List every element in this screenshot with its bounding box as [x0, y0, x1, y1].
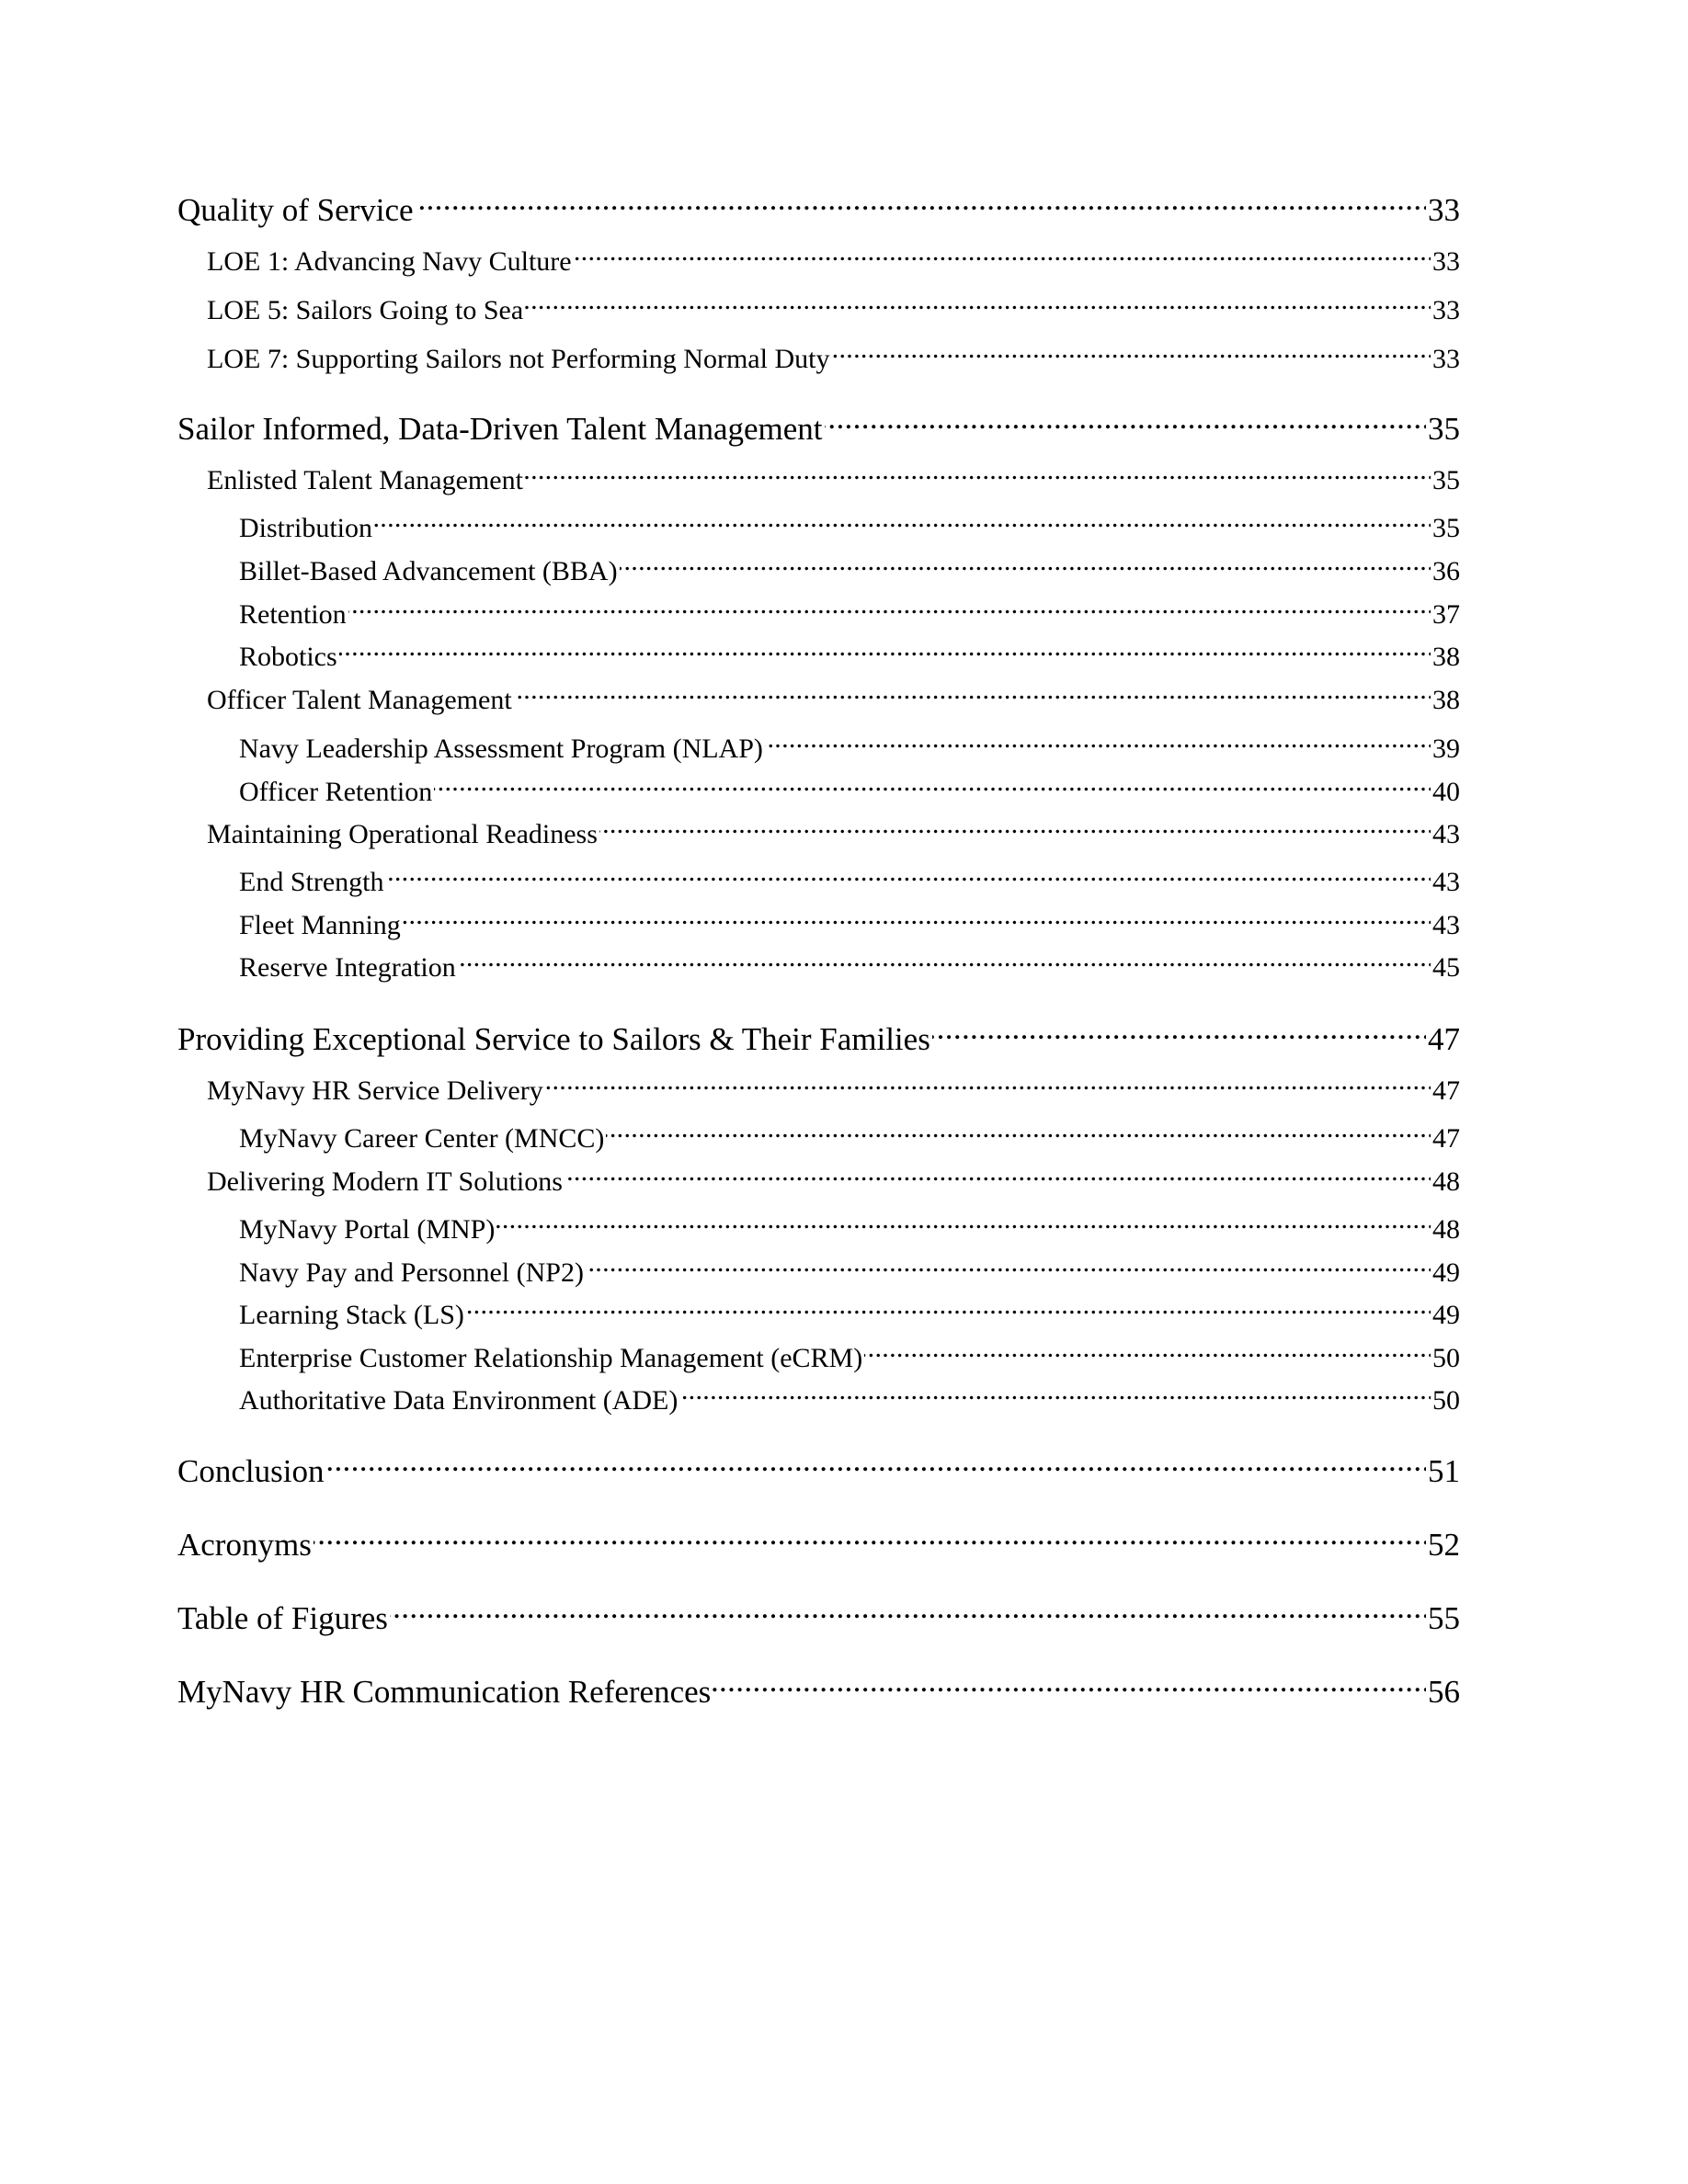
toc-entry-nlap[interactable] — [239, 730, 1460, 763]
toc-entry-learning-stack[interactable] — [239, 1296, 1460, 1329]
toc-entry-title: Enlisted Talent Management — [207, 465, 523, 495]
toc-page-number: 48 — [1432, 1214, 1460, 1245]
toc-page-number: 49 — [1432, 1257, 1460, 1288]
toc-entry-title: Officer Retention — [239, 777, 433, 807]
toc-entry-acronyms[interactable] — [177, 1523, 1460, 1561]
toc-page-number: 37 — [1432, 599, 1460, 630]
dot-leader — [458, 949, 1431, 976]
dot-leader — [416, 188, 1426, 221]
toc-page-number: 43 — [1432, 910, 1460, 940]
toc-page-number: 48 — [1432, 1166, 1460, 1197]
toc-page-number: 47 — [1432, 1075, 1460, 1106]
toc-entry-title: Table of Figures — [177, 1600, 388, 1636]
toc-entry-title: Delivering Modern IT Solutions — [207, 1166, 563, 1197]
toc-entry-title: LOE 7: Supporting Sailors not Performing Normal Duty — [207, 344, 830, 374]
dot-leader — [586, 1254, 1431, 1281]
toc-entry-billet-based-advancement[interactable] — [239, 552, 1460, 586]
dot-leader — [525, 291, 1431, 319]
dot-leader — [390, 1597, 1426, 1629]
toc-entry-ade[interactable] — [239, 1382, 1460, 1415]
toc-page-number: 52 — [1428, 1527, 1460, 1563]
toc-entry-title: LOE 1: Advancing Navy Culture — [207, 246, 572, 277]
toc-entry-talent-management[interactable] — [177, 407, 1460, 445]
toc-entry-loe-5[interactable] — [207, 291, 1460, 324]
dot-leader — [831, 340, 1431, 368]
toc-page-number: 43 — [1432, 819, 1460, 849]
toc-entry-enlisted-talent-management[interactable] — [207, 461, 1460, 495]
toc-entry-title: Sailor Informed, Data-Driven Talent Management — [177, 411, 823, 447]
toc-entry-title: Quality of Service — [177, 192, 414, 228]
toc-entry-communication-references[interactable] — [177, 1670, 1460, 1708]
toc-entry-title: Reserve Integration — [239, 952, 456, 983]
toc-entry-ecrm[interactable] — [239, 1339, 1460, 1372]
toc-page-number: 55 — [1428, 1600, 1460, 1636]
toc-entry-loe-1[interactable] — [207, 243, 1460, 276]
dot-leader — [386, 863, 1431, 891]
toc-entry-hr-service-delivery[interactable] — [207, 1072, 1460, 1105]
toc-entry-fleet-manning[interactable] — [239, 906, 1460, 939]
toc-entry-end-strength[interactable] — [239, 863, 1460, 896]
toc-page-number: 40 — [1432, 777, 1460, 807]
toc-page-number: 36 — [1432, 556, 1460, 586]
toc-entry-title: Enterprise Customer Relationship Management (eCRM) — [239, 1343, 863, 1373]
toc-page-number: 38 — [1432, 685, 1460, 715]
dot-leader — [348, 596, 1431, 623]
dot-leader — [314, 1523, 1426, 1555]
dot-leader — [525, 461, 1431, 489]
toc-entry-title: Navy Leadership Assessment Program (NLAP) — [239, 734, 763, 764]
toc-page-number: 33 — [1432, 295, 1460, 325]
toc-entry-title: Retention — [239, 599, 347, 630]
toc-entry-title: Learning Stack (LS) — [239, 1300, 464, 1330]
toc-entry-title: Officer Talent Management — [207, 685, 512, 715]
toc-entry-title: Acronyms — [177, 1527, 312, 1563]
toc-entry-retention[interactable] — [239, 596, 1460, 629]
dot-leader — [864, 1339, 1431, 1367]
toc-entry-modern-it-solutions[interactable] — [207, 1163, 1460, 1196]
dot-leader — [825, 407, 1426, 439]
dot-leader — [765, 730, 1431, 757]
toc-entry-title: MyNavy Portal (MNP) — [239, 1214, 496, 1245]
toc-entry-career-center[interactable] — [239, 1120, 1460, 1153]
toc-entry-loe-7[interactable] — [207, 340, 1460, 373]
toc-entry-exceptional-service[interactable] — [177, 1018, 1460, 1055]
dot-leader — [466, 1296, 1431, 1324]
toc-page-number: 45 — [1432, 952, 1460, 983]
toc-page-number: 51 — [1428, 1453, 1460, 1489]
toc-entry-officer-retention[interactable] — [239, 773, 1460, 806]
toc-entry-title: Providing Exceptional Service to Sailors & Their Families — [177, 1021, 930, 1057]
toc-page-number: 50 — [1432, 1385, 1460, 1416]
dot-leader — [932, 1018, 1426, 1050]
toc-page-number: 47 — [1432, 1123, 1460, 1154]
toc-entry-title: LOE 5: Sailors Going to Sea — [207, 295, 524, 325]
dot-leader — [574, 243, 1431, 270]
toc-page-number: 33 — [1428, 192, 1460, 228]
toc-entry-navy-pay-personnel[interactable] — [239, 1254, 1460, 1287]
toc-entry-quality-of-service[interactable] — [177, 188, 1460, 226]
toc-entry-operational-readiness[interactable] — [207, 815, 1460, 848]
toc-entry-title: Conclusion — [177, 1453, 325, 1489]
dot-leader — [434, 773, 1431, 801]
toc-page-number: 43 — [1432, 867, 1460, 897]
dot-leader — [514, 681, 1431, 709]
toc-entry-officer-talent-management[interactable] — [207, 681, 1460, 714]
dot-leader — [496, 1211, 1431, 1238]
toc-entry-mynavy-portal[interactable] — [239, 1211, 1460, 1244]
dot-leader — [339, 638, 1431, 665]
toc-entry-title: Robotics — [239, 642, 337, 672]
toc-entry-title: MyNavy HR Communication References — [177, 1674, 712, 1710]
toc-entry-robotics[interactable] — [239, 638, 1460, 671]
dot-leader — [620, 552, 1431, 580]
toc-entry-title: MyNavy Career Center (MNCC) — [239, 1123, 605, 1154]
toc-entry-title: Billet-Based Advancement (BBA) — [239, 556, 618, 586]
toc-page-number: 33 — [1432, 246, 1460, 277]
toc-page-number: 49 — [1432, 1300, 1460, 1330]
dot-leader — [599, 815, 1431, 843]
dot-leader — [713, 1670, 1426, 1702]
toc-page-number: 33 — [1432, 344, 1460, 374]
toc-page-number: 47 — [1428, 1021, 1460, 1057]
toc-page-number: 50 — [1432, 1343, 1460, 1373]
toc-page-number: 56 — [1428, 1674, 1460, 1710]
dot-leader — [325, 1450, 1426, 1482]
toc-entry-title: Distribution — [239, 513, 373, 543]
dot-leader — [374, 509, 1431, 537]
toc-page-number: 38 — [1432, 642, 1460, 672]
toc-entry-title: Maintaining Operational Readiness — [207, 819, 598, 849]
dot-leader — [403, 906, 1431, 934]
toc-page-number: 35 — [1432, 465, 1460, 495]
toc-entry-title: Authoritative Data Environment (ADE) — [239, 1385, 679, 1416]
toc-entry-title: End Strength — [239, 867, 384, 897]
toc-entry-title: MyNavy HR Service Delivery — [207, 1075, 543, 1106]
toc-page-number: 39 — [1432, 734, 1460, 764]
toc-entry-reserve-integration[interactable] — [239, 949, 1460, 982]
toc-entry-table-of-figures[interactable] — [177, 1597, 1460, 1634]
dot-leader — [565, 1163, 1431, 1190]
toc-page-number: 35 — [1432, 513, 1460, 543]
toc-page-number: 35 — [1428, 411, 1460, 447]
toc-entry-title: Fleet Manning — [239, 910, 401, 940]
toc-entry-title: Navy Pay and Personnel (NP2) — [239, 1257, 584, 1288]
dot-leader — [545, 1072, 1431, 1099]
dot-leader — [679, 1382, 1431, 1409]
toc-entry-conclusion[interactable] — [177, 1450, 1460, 1487]
dot-leader — [606, 1120, 1431, 1147]
toc-entry-distribution[interactable] — [239, 509, 1460, 542]
